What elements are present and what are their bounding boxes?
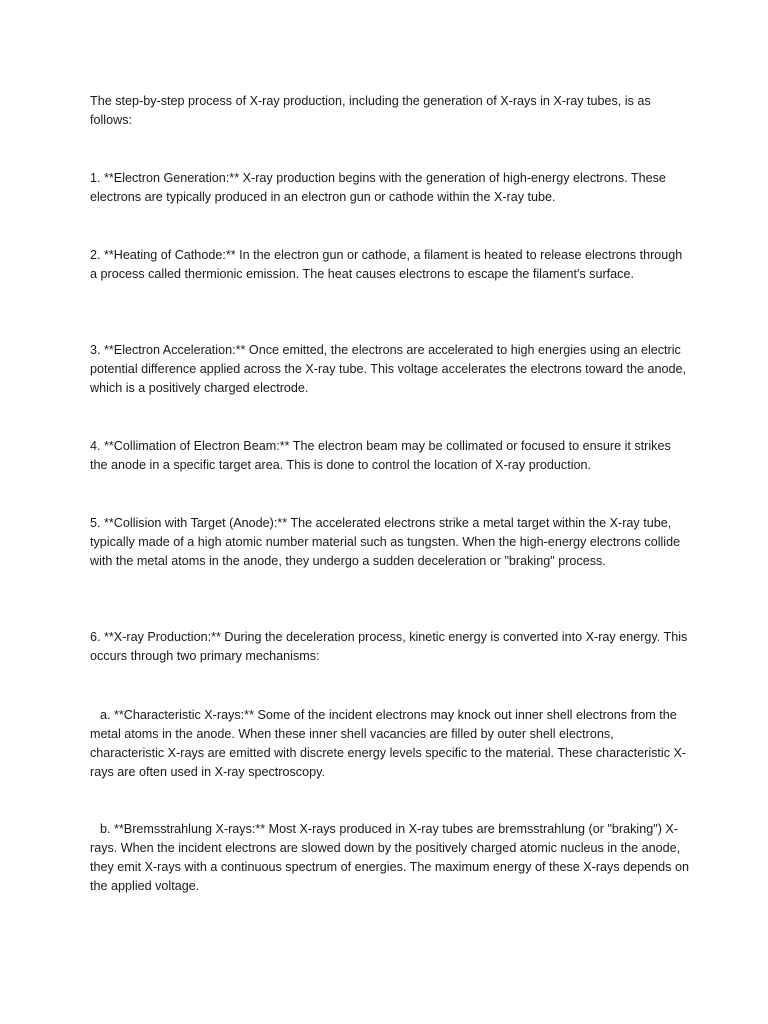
- step-1-paragraph: 1. **Electron Generation:** X-ray production begins with the generation of high-energy electrons. These electrons are typically produced in an electron gun or cathode within the X-ray tube.: [90, 171, 666, 204]
- substep-a-paragraph: a. **Characteristic X-rays:** Some of the incident electrons may knock out inner shell electrons from the metal atoms in the anode. When these inner shell vacancies are filled by outer shell electrons, characteristic X-rays are emitted with discrete energy levels specific to the material. These characteristic X-rays are often used in X-ray spectroscopy.: [90, 708, 687, 779]
- step-6-paragraph: 6. **X-ray Production:** During the deceleration process, kinetic energy is converted into X-ray energy. This occurs through two primary mechanisms:: [90, 630, 688, 663]
- intro-paragraph: The step-by-step process of X-ray production, including the generation of X-rays in X-ray tubes, is as follows:: [90, 94, 651, 127]
- step-5-paragraph: 5. **Collision with Target (Anode):** The accelerated electrons strike a metal target within the X-ray tube, typically made of a high atomic number material such as tungsten. When the high-energy electrons collide with the metal atoms in the anode, they undergo a sudden deceleration or "braking" process.: [90, 516, 681, 568]
- step-4-paragraph: 4. **Collimation of Electron Beam:** The electron beam may be collimated or focused to ensure it strikes the anode in a specific target area. This is done to control the location of X-ray production.: [90, 439, 671, 472]
- substep-b-paragraph: b. **Bremsstrahlung X-rays:** Most X-rays produced in X-ray tubes are bremsstrahlung (or "braking") X-rays. When the incident electrons are slowed down by the positively charged atomic nucleus in the anode, they emit X-rays with a continuous spectrum of energies. The maximum energy of these X-rays depends on the applied voltage.: [90, 822, 689, 893]
- step-3-paragraph: 3. **Electron Acceleration:** Once emitted, the electrons are accelerated to high energies using an electric potential difference applied across the X-ray tube. This voltage accelerates the electrons toward the anode, which is a positively charged electrode.: [90, 343, 687, 395]
- step-2-paragraph: 2. **Heating of Cathode:** In the electron gun or cathode, a filament is heated to release electrons through a process called thermionic emission. The heat causes electrons to escape the filament's surface.: [90, 248, 683, 281]
